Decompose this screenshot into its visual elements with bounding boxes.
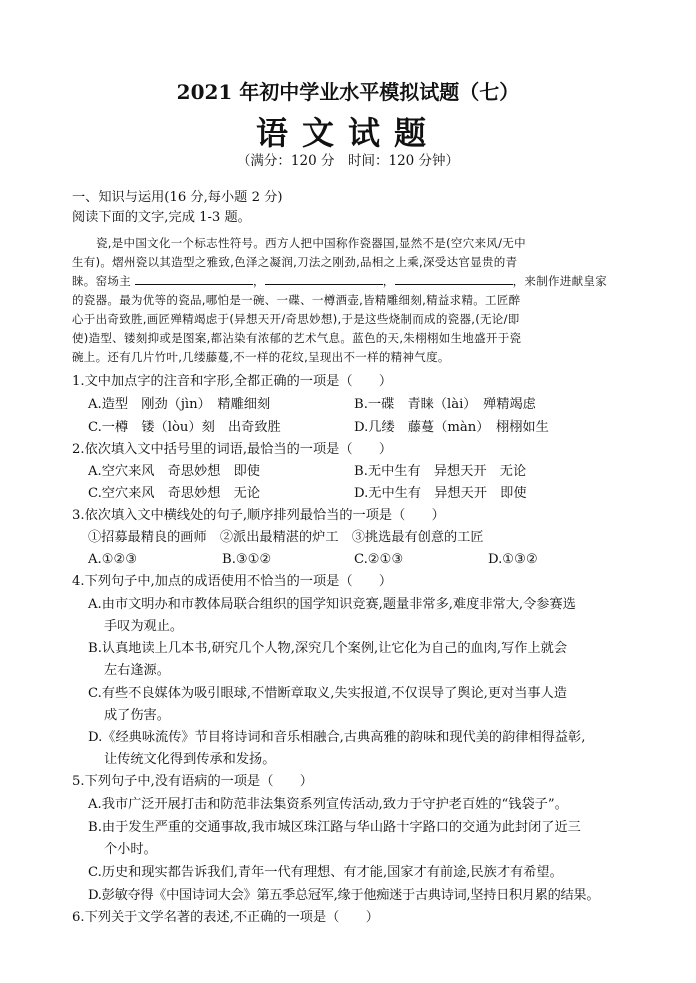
passage-line-4: 的瓷器。最为优等的瓷品,哪怕是一碗、一碟、一樽酒壶,皆精雕细刻,精益求精。工匠醉 [72, 293, 521, 307]
q4-option-d[interactable]: D.《经典咏流传》节目将诗词和音乐相融合,古典高雅的韵味和现代美的韵律相得益彰, [88, 730, 586, 745]
q4-option-a-cont: 手叹为观止。 [104, 619, 184, 634]
fill-blank-1[interactable] [135, 272, 253, 285]
q1-option-b[interactable]: B.一碟 青睐（lài） 殚精竭虑 [354, 397, 536, 412]
passage-line-3-head: 睐。窑场主 [72, 274, 131, 288]
exam-series-title: 2021 年初中学业水平模拟试题（七） [176, 80, 520, 104]
q3-option-a[interactable]: A.①②③ [88, 552, 138, 567]
q5-option-c[interactable]: C.历史和现实都告诉我们,青年一代有理想、有才能,国家才有前途,民族才有希望。 [88, 865, 563, 880]
q1-option-c[interactable]: C.一樽 镂（lòu）刻 出奇致胜 [88, 420, 281, 435]
q2-option-c[interactable]: C.空穴来风 奇思妙想 无论 [88, 486, 261, 501]
section-heading: 一、知识与运用(16 分,每小题 2 分) [72, 190, 283, 205]
fill-blank-2[interactable] [265, 272, 383, 285]
question-5-stem: 5.下列句子中,没有语病的一项是（ ） [72, 774, 313, 789]
exam-info: （满分：120 分 时间：120 分钟） [236, 153, 460, 169]
q4-option-a[interactable]: A.由市文明办和市教体局联合组织的国学知识竞赛,题量非常多,难度非常大,令参赛选 [88, 597, 576, 612]
passage-line-7: 碗上。还有几片竹叶,几缕藤蔓,不一样的花纹,呈现出不一样的精神气度。 [72, 350, 450, 364]
q3-option-d[interactable]: D.①③② [488, 552, 538, 567]
question-1-stem: 1.文中加点字的注音和字形,全都正确的一项是（ ） [72, 374, 393, 389]
passage-line-3: 睐。窑场主 ， ， ，来制作进献皇家 [72, 274, 607, 288]
q4-option-c-cont: 成了伤害。 [104, 708, 170, 723]
passage-line-3-tail: ，来制作进献皇家 [512, 274, 607, 288]
q2-option-d[interactable]: D.无中生有 异想天开 即使 [354, 486, 527, 501]
q1-option-a[interactable]: A.造型 刚劲（jìn） 精雕细刻 [88, 397, 271, 412]
passage-line-2: 生有)。熠州瓷以其造型之雅致,色泽之凝润,刀法之刚劲,品相之上乘,深受达官显贵的青 [72, 255, 518, 269]
q5-option-d[interactable]: D.彭敏夺得《中国诗词大会》第五季总冠军,缘于他痴迷于古典诗词,坚持日积月累的结果。 [88, 888, 600, 903]
fill-blank-3[interactable] [395, 272, 513, 285]
q5-option-a[interactable]: A.我市广泛开展打击和防范非法集资系列宣传活动,致力于守护老百姓的“钱袋子”。 [88, 797, 568, 812]
q4-option-d-cont: 让传统文化得到传承和发扬。 [104, 752, 276, 767]
passage-line-1: 瓷,是中国文化一个标志性符号。西方人把中国称作瓷器国,显然不是(空穴来风/无中 [96, 236, 526, 250]
q1-option-d[interactable]: D.几缕 藤蔓（màn） 栩栩如生 [354, 420, 549, 435]
q4-option-b[interactable]: B.认真地读上几本书,研究几个人物,深究几个案例,让它化为自己的血肉,写作上就会 [88, 641, 568, 656]
q5-option-b-cont: 个小时。 [104, 842, 157, 857]
passage-line-5: 心于出奇致胜,画匠殚精竭虑于(异想天开/奇思妙想),于是这些烧制而成的瓷器,(无论/即 [72, 312, 520, 326]
question-3-stem: 3.依次填入文中横线处的句子,顺序排列最恰当的一项是（ ） [72, 508, 445, 523]
question-2-stem: 2.依次填入文中括号里的词语,最恰当的一项是（ ） [72, 442, 393, 457]
q2-option-b[interactable]: B.无中生有 异想天开 无论 [354, 464, 527, 479]
section-intro: 阅读下面的文字,完成 1-3 题。 [72, 210, 251, 225]
q3-option-b[interactable]: B.③①② [222, 552, 272, 567]
q2-option-a[interactable]: A.空穴来风 奇思妙想 即使 [88, 464, 260, 479]
q5-option-b[interactable]: B.由于发生严重的交通事故,我市城区珠江路与华山路十字路口的交通为此封闭了近三 [88, 820, 581, 835]
q3-sentences: ①招募最精良的画师 ②派出最精湛的炉工 ③挑选最有创意的工匠 [88, 530, 484, 545]
question-6-stem: 6.下列关于文学名著的表述,不正确的一项是（ ） [72, 910, 379, 925]
question-4-stem: 4.下列句子中,加点的成语使用不恰当的一项是（ ） [72, 574, 393, 589]
q3-option-c[interactable]: C.②①③ [354, 552, 404, 567]
passage-line-6: 使)造型、镂刻抑或是图案,都沾染有浓郁的艺术气息。蓝色的天,朱栩栩如生地盛开于瓷 [72, 331, 522, 345]
q4-option-b-cont: 左右逢源。 [104, 663, 170, 678]
q4-option-c[interactable]: C.有些不良媒体为吸引眼球,不惜断章取义,失实报道,不仅误导了舆论,更对当事人造 [88, 686, 567, 701]
subject-title: 语文试题 [255, 114, 440, 152]
